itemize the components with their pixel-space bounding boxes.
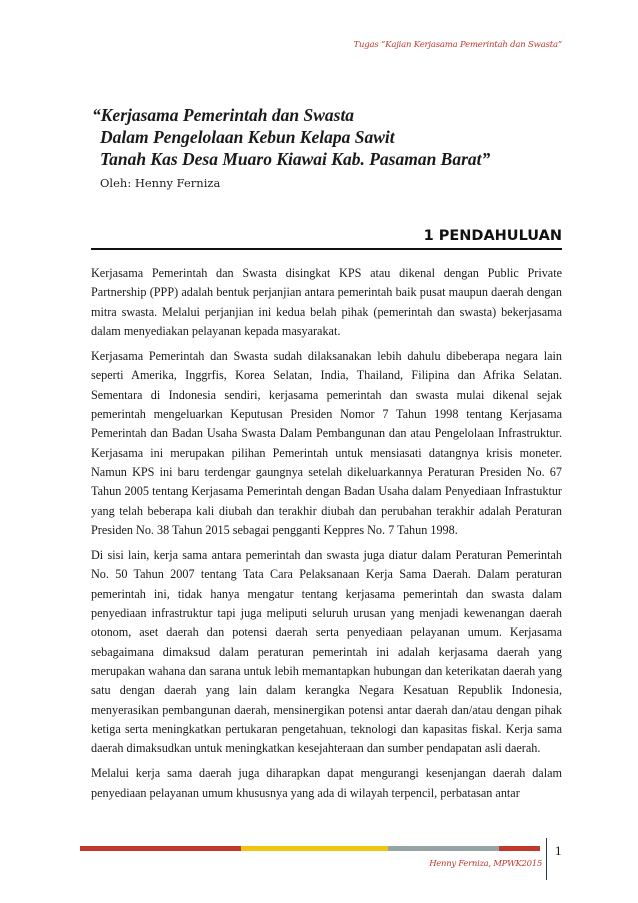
footer-bar-segment [388, 846, 498, 851]
title-line-2: Dalam Pengelolaan Kebun Kelapa Sawit [100, 127, 395, 147]
section-heading: 1 PENDAHULUAN [423, 228, 562, 244]
title-line-3: Tanah Kas Desa Muaro Kiawai Kab. Pasaman Barat” [100, 149, 491, 169]
document-title [92, 104, 572, 190]
paragraph: Di sisi lain, kerja sama antara pemerintah dan swasta juga diatur dalam Peraturan Pemerintah No. 50 Tahun 2007 tentang Tata Cara Pelaksanaan Kerja Sama Daerah. Dalam peraturan pemerintah ini, tidak hanya mengatur tentang kerjasama pemerintah dan swasta dalam penyediaan infrastruktur tapi juga meliputi seluruh urusan yang menjadi kewenangan daerah otonom, aset daerah dan potensi daerah serta penyediaan pelayanan umum. Kerjasama sebagaimana dimaksud dalam peraturan pemerintah ini adalah kerjasama daerah yang merupakan wahana dan sarana untuk lebih memantapkan hubungan dan keterikatan daerah yang satu dengan daerah yang lain dalam kerangka Negara Kesatuan Republik Indonesia, menyerasikan pembangunan daerah, mensinergikan potensi antar daerah dan/atau dengan pihak ketiga serta meningkatkan pertukaran pengetahuan, teknologi dan kapasitas fiskal. Kerja sama daerah dimaksudkan untuk meningkatkan kesejahteraan dan sumber pendapatan asli daerah. [91, 548, 562, 756]
footer-bar-segment [80, 846, 241, 851]
footer-bar-segment [241, 846, 388, 851]
author-byline: Oleh: Henny Ferniza [100, 176, 221, 190]
paragraph: Kerjasama Pemerintah dan Swasta disingkat KPS atau dikenal dengan Public Private Partnership (PPP) adalah bentuk perjanjian antara pemerintah baik pusat maupun daerah dengan mitra swasta. Melalui perjanjian ini kedua belah pihak (pemerintah dan swasta) bekerjasama dalam menyediakan pelayanan kepada masyarakat. [91, 266, 562, 338]
footer-bar-segment [499, 846, 540, 851]
footer-color-bar [80, 846, 540, 851]
paragraph: Melalui kerja sama daerah juga diharapkan dapat mengurangi kesenjangan daerah dalam penyediaan pelayanan umum khususnya yang ada di wilayah terpencil, perbatasan antar [91, 766, 562, 800]
body-text [91, 264, 562, 809]
section-rule [91, 248, 562, 250]
paragraph: Kerjasama Pemerintah dan Swasta sudah dilaksanakan lebih dahulu dibeberapa negara lain seperti Amerika, Inggrfis, Korea Selatan, India, Thailand, Filipina dan Afrika Selatan. Sementara di Indonesia sendiri, kerjasama pemerintah dan swasta mulai dikenal sejak pemerintah mengeluarkan Keputusan Presiden Nomor 7 Tahun 1998 tentang Kerjasama Pemerintah dan Badan Usaha Swasta Dalam Pembangunan dan atau Pengelolaan Infrastruktur. Kerjasama ini merupakan pilihan Pemerintah untuk mensiasati datangnya krisis moneter. Namun KPS ini baru terdengar gaungnya setelah dikeluarkannya Peraturan Presiden No. 67 Tahun 2005 tentang Kerjasama Pemerintah dengan Badan Usaha dalam Penyediaan Infrastuktur yang telah beberapa kali diubah dan terakhir diubah dan perubahan terakhir adalah Peraturan Presiden No. 38 Tahun 2015 sebagai pengganti Keppres No. 7 Tahun 1998. [91, 349, 562, 537]
footer-author: Henny Ferniza, MPWK2015 [429, 859, 542, 869]
running-header: Tugas “Kajian Kerjasama Pemerintah dan Swasta” [353, 40, 562, 50]
title-line-1: “Kerjasama Pemerintah dan Swasta [92, 105, 355, 125]
footer-divider [546, 838, 547, 880]
page-number: 1 [555, 843, 562, 858]
